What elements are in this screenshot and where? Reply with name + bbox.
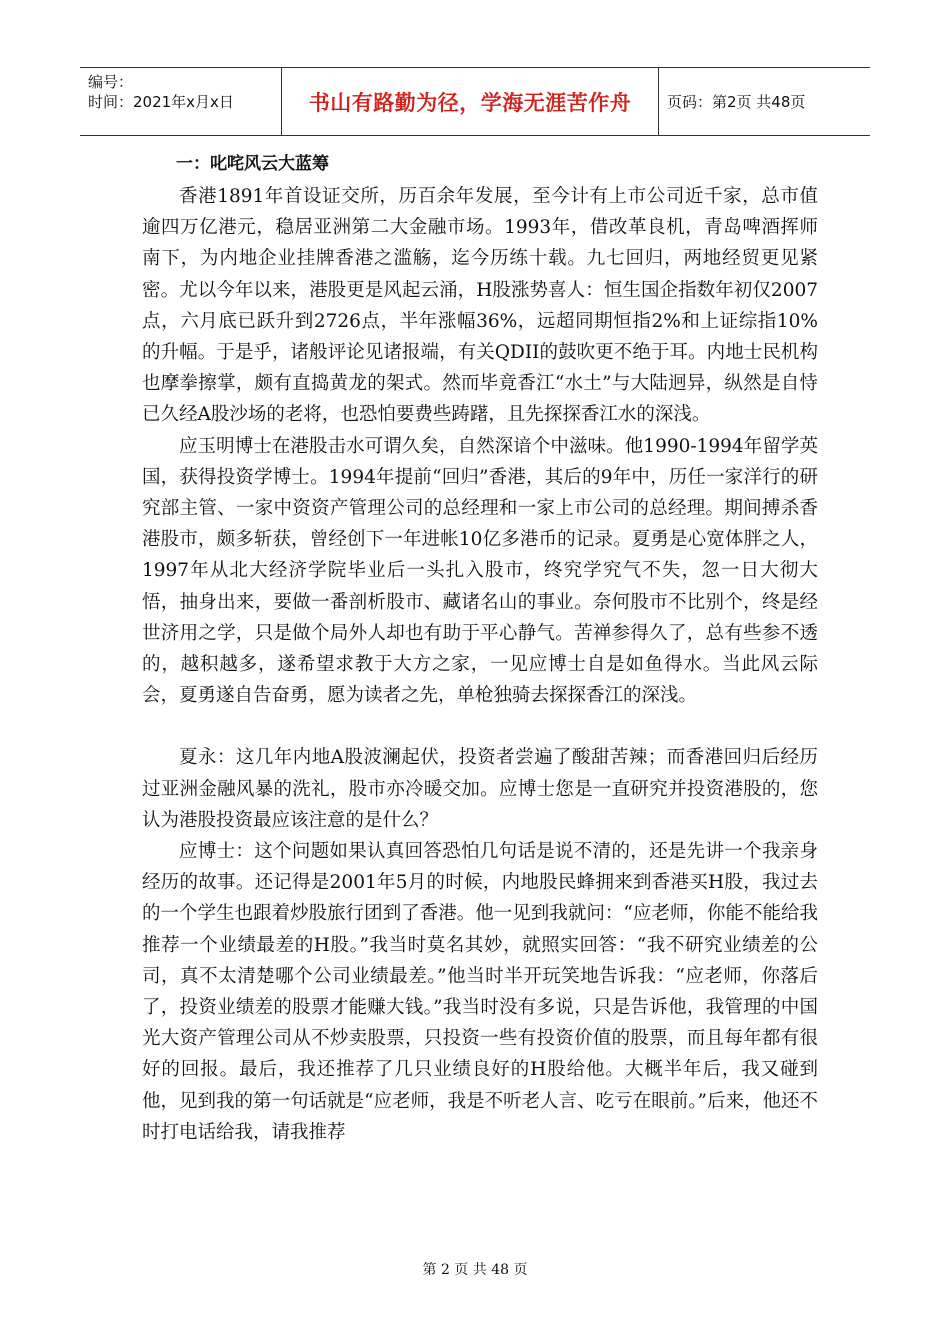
document-number: 编号： (88, 73, 134, 91)
page-header (80, 67, 870, 136)
paragraph-author-bio: 应玉明博士在港股击水可谓久矣，自然深谙个中滋味。他1990-1994年留学英国，获得投资学博士。1994年提前“回归”香港，其后的9年中，历任一家洋行的研究部主管、一家中资资产管理公司的总经理和一家上市公司的总经理。期间搏杀香港股市，颇多斩获，曾经创下一年进帐10亿多港币的记录。夏勇是心宽体胖之人，1997年从北大经济学院毕业后一头扎入股市，终究学究气不失，忽一日大彻大悟，抽身出来，要做一番剖析股市、藏诸名山的事业。奈何股市不比别个，终是经世济用之学，只是做个局外人却也有助于平心静气。苦禅参得久了，总有些参不透的，越积越多，遂希望求教于大方之家，一见应博士自是如鱼得水。当此风云际会，夏勇遂自告奋勇，愿为读者之先，单枪独骑去探探香江的深浅。 (142, 435, 818, 707)
section-title: 一：叱咤风云大蓝筹 (176, 154, 329, 174)
paragraph-answer: 应博士：这个问题如果认真回答恐怕几句话是说不清的，还是先讲一个我亲身经历的故事。还记得是2001年5月的时候，内地股民蜂拥来到香港买H股，我过去的一个学生也跟着炒股旅行团到了香港。他一见到我就问：“应老师，你能不能给我推荐一个业绩最差的H股。”我当时莫名其妙，就照实回答：“我不研究业绩差的公司，真不太清楚哪个公司业绩最差。”他当时半开玩笑地告诉我：“应老师，你落后了，投资业绩差的股票才能赚大钱。”我当时没有多说，只是告诉他，我管理的中国光大资产管理公司从不炒卖股票，只投资一些有投资价值的股票，而且每年都有很好的回报。最后，我还推荐了几只业绩良好的H股给他。大概半年后，我又碰到他，见到我的第一句话就是“应老师，我是不听老人言、吃亏在眼前。”后来，他还不时打电话给我，请我推荐 (142, 841, 818, 1143)
header-motto: 书山有路勤为径，学海无涯苦作舟 (282, 68, 659, 135)
paragraph-gap (142, 711, 818, 742)
page-footer: 第 2 页 共 48 页 (422, 1262, 528, 1278)
header-page-info: 页码：第2页 共48页 (667, 93, 806, 111)
paragraph-intro: 香港1891年首设证交所，历百余年发展，至今计有上市公司近千家，总市值逾四万亿港元，稳居亚洲第二大金融市场。1993年，借改革良机，青岛啤酒挥师南下，为内地企业挂牌香港之滥觞，迄今历练十载。九七回归，两地经贸更见紧密。尤以今年以来，港股更是风起云涌，H股涨势喜人：恒生国企指数年初仅2007点，六月底已跃升到2726点，半年涨幅36%，远超同期恒指2%和上证综指10%的升幅。于是乎，诸般评论见诸报端，有关QDII的鼓吹更不绝于耳。内地士民机构也摩拳擦掌，颇有直捣黄龙的架式。然而毕竟香江“水土”与大陆迥异，纵然是自恃已久经A股沙场的老将，也恐怕要费些踌躇，且先探探香江水的深浅。 (142, 186, 818, 426)
header-meta (80, 68, 282, 135)
document-body (142, 150, 818, 1148)
document-date: 时间：2021年x月x日 (88, 93, 234, 111)
paragraph-question: 夏永：这几年内地A股波澜起伏，投资者尝遍了酸甜苦辣；而香港回归后经历过亚洲金融风暴的洗礼，股市亦冷暖交加。应博士您是一直研究并投资港股的，您认为港股投资最应该注意的是什么？ (142, 747, 818, 831)
